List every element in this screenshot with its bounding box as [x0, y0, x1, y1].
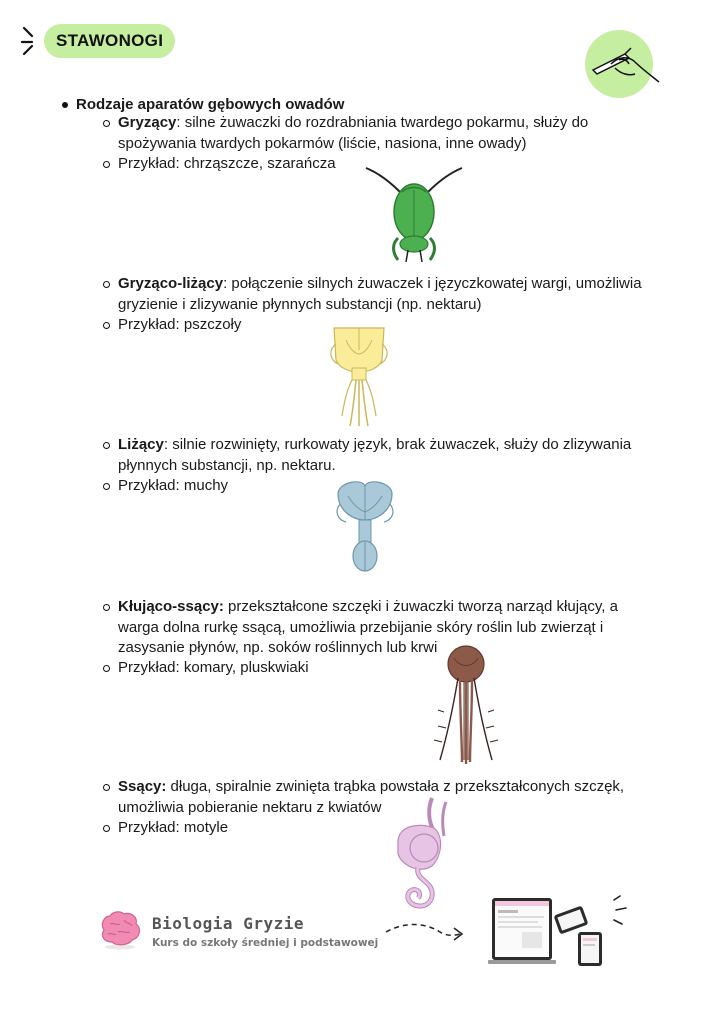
- section-description: : silnie rozwinięty, rurkowaty język, brak żuwaczek, służy do zlizywania płynnych substancji, np. nektaru.: [118, 436, 632, 474]
- devices-illustration: [486, 892, 636, 972]
- example-text: Przykład: komary, pluskwiaki: [118, 659, 309, 676]
- bullet-circle: [103, 604, 110, 611]
- bullet-circle: [103, 442, 110, 449]
- arrow-icon: [384, 918, 466, 944]
- section-title: Gryzący: [118, 114, 177, 131]
- section-title: Gryząco-liżący: [118, 275, 224, 292]
- section-description: : silne żuwaczki do rozdrabniania twardego pokarmu, służy do spożywania twardych pokarmów (liście, nasiona, inne owady): [118, 114, 589, 152]
- bullet-circle: [103, 665, 110, 672]
- fly-mouthparts-illustration: [332, 476, 398, 576]
- section-title: Kłująco-ssący:: [118, 598, 224, 615]
- bee-mouthparts-illustration: [326, 320, 392, 430]
- section-description: długa, spiralnie zwinięta trąbka powstała z przekształconych szczęk, umożliwia pobieranie nektaru z kwiatów: [118, 778, 625, 816]
- section-klujaco-ssacy: [118, 597, 658, 659]
- bullet-circle: [103, 322, 110, 329]
- example-text: Przykład: muchy: [118, 477, 229, 494]
- example-text: Przykład: chrząszcze, szarańcza: [118, 155, 336, 172]
- bullet-circle: [103, 784, 110, 791]
- section-description: : połączenie silnych żuwaczek i języczkowatej wargi, umożliwia gryzienie i zlizywanie płynnych substancji (np. nektaru): [118, 275, 642, 313]
- bullet-circle: [103, 161, 110, 168]
- brain-logo-icon: [98, 910, 142, 950]
- butterfly-proboscis-illustration: [388, 796, 456, 914]
- brand-name: Biologia Gryzie: [152, 914, 304, 933]
- section-title: Ssący:: [118, 778, 167, 795]
- example-klujaco-ssacy: [118, 658, 658, 679]
- section-badge: STAWONOGI: [44, 24, 175, 58]
- beetle-mouthparts-illustration: [362, 160, 466, 268]
- brand-block: [152, 914, 378, 949]
- bullet-circle: [103, 281, 110, 288]
- example-text: Przykład: motyle: [118, 819, 229, 836]
- example-text: Przykład: pszczoły: [118, 316, 242, 333]
- section-description: przekształcone szczęki i żuwaczki tworzą narząd kłujący, a warga dolna rurkę ssącą, umożliwia przebijanie skóry roślin lub zwierząt i zasysanie płynów, np. soków roślinnych lub krwi: [118, 598, 618, 656]
- mosquito-mouthparts-illustration: [424, 642, 508, 768]
- bullet-circle: [103, 825, 110, 832]
- section-title: Liżący: [118, 436, 164, 453]
- main-heading: Rodzaje aparatów gębowych owadów: [76, 96, 345, 113]
- writing-hand-icon: [585, 30, 665, 100]
- bullet-circle: [103, 483, 110, 490]
- bullet-circle: [103, 120, 110, 127]
- section-lizacy: [118, 435, 658, 476]
- spark-icon: [20, 24, 42, 58]
- section-gryzacy: [118, 113, 658, 154]
- section-gryzaco-lizacy: [118, 274, 658, 315]
- brand-tagline: Kurs do szkoły średniej i podstawowej: [152, 937, 379, 949]
